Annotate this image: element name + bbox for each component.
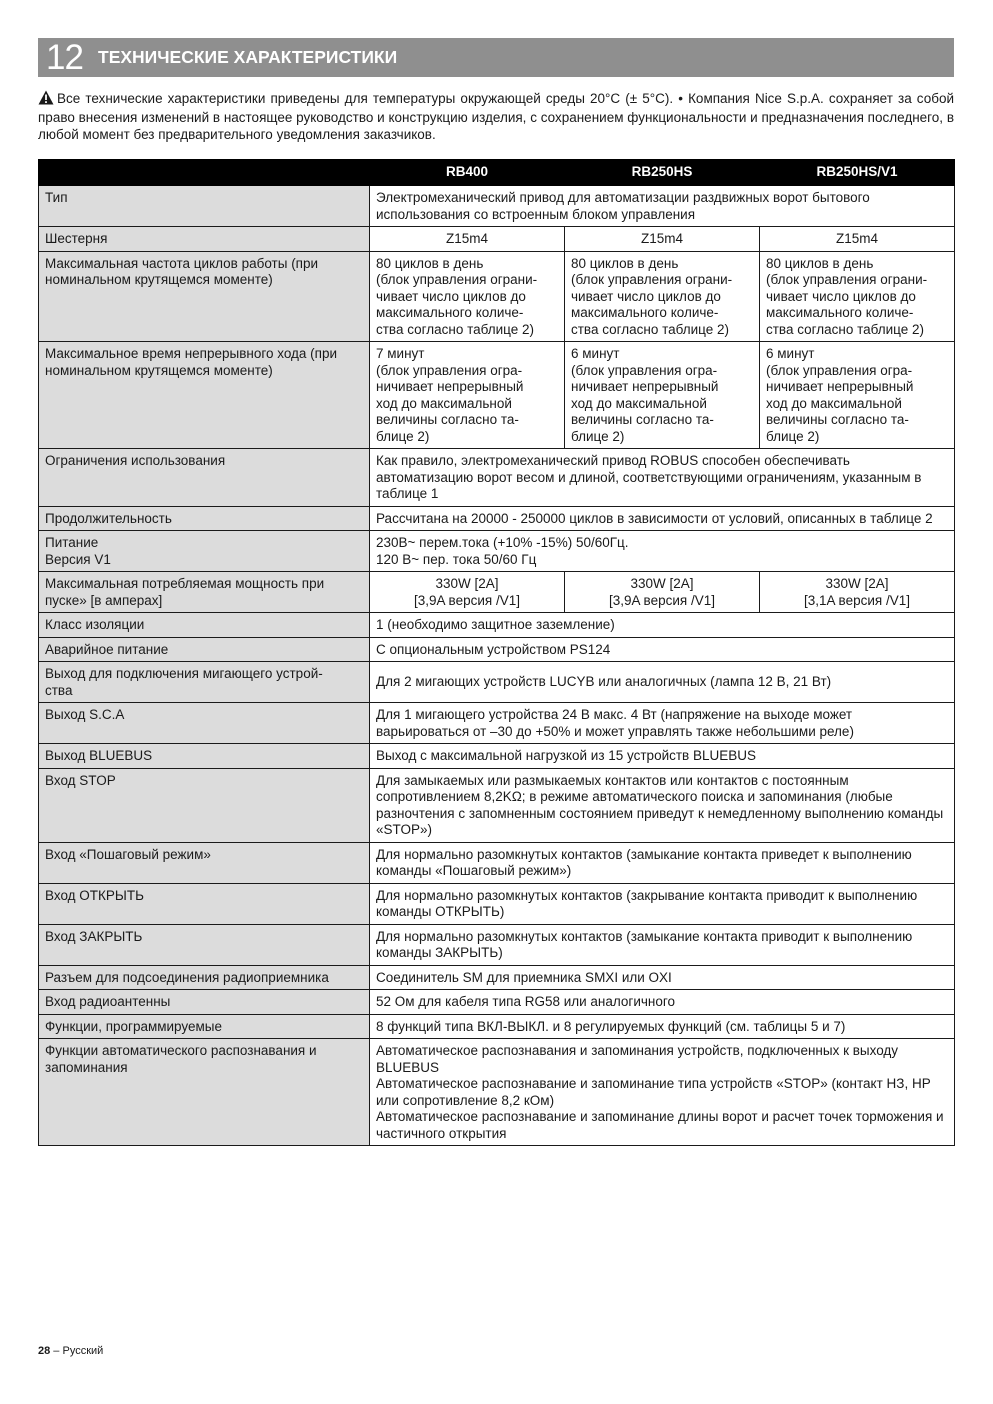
- spec-row-value: 330W [2A] [3,9A версия /V1]: [370, 572, 565, 613]
- spec-row-label: Вход ЗАКРЫТЬ: [39, 924, 370, 965]
- spec-row-value: 7 минут (блок управления огра- ничивает непрерывный ход до максимальной величины согласно та- блице 2): [370, 342, 565, 449]
- spec-row-value: С опциональным устройством PS124: [370, 637, 955, 662]
- spec-row-value: Для нормально разомкнутых контактов (замыкание контакта приведет к выполнению команды «Пошаговый режим»): [370, 842, 955, 883]
- spec-row-value: 80 циклов в день (блок управления ограни- чивает число циклов до максимального количе- ства согласно таблице 2): [760, 251, 955, 342]
- footer-language: Русский: [62, 1345, 104, 1357]
- spec-row-label: Вход STOP: [39, 768, 370, 842]
- spec-row-value: Для 1 мигающего устройства 24 В макс. 4 Вт (напряжение на выходе может варьироваться от –30 до +50% и может управлять также небольшими реле): [370, 703, 955, 744]
- spec-row: [39, 1014, 955, 1039]
- spec-row-label: Выход S.C.A: [39, 703, 370, 744]
- footer-separator: –: [50, 1345, 63, 1357]
- spec-row-value: Для замыкаемых или размыкаемых контактов или контактов с постоянным сопротивлением 8,2KΩ; в режиме автоматического поиска и запоминания (любые разночтения с запомненным состоянием приведут к немедленному выполнению команды «STOP»): [370, 768, 955, 842]
- spec-row-label: Шестерня: [39, 227, 370, 252]
- spec-row-value: 6 минут (блок управления огра- ничивает непрерывный ход до максимальной величины согласно та- блице 2): [760, 342, 955, 449]
- spec-row: [39, 924, 955, 965]
- spec-row-label: Выход BLUEBUS: [39, 744, 370, 769]
- spec-row-value: 1 (необходимо защитное заземление): [370, 613, 955, 638]
- spec-row-value: Автоматическое распознавания и запоминания устройств, подключенных к выходу BLUEBUS Автоматическое распознавание и запоминание типа устройств «STOP» (контакт НЗ, НР или сопротивление 8,2 кОм) Автоматическое распознавание и запоминание длины ворот и расчет точек торможения и частичного открытия: [370, 1039, 955, 1146]
- spec-row: [39, 990, 955, 1015]
- spec-row-value: Для нормально разомкнутых контактов (закрывание контакта приводит к выполнению команды ОТКРЫТЬ): [370, 883, 955, 924]
- spec-row-value: Как правило, электромеханический привод ROBUS способен обеспечивать автоматизацию ворот весом и длиной, соответствующими ограничениям, указанным в таблице 1: [370, 449, 955, 507]
- spec-row-label: Функции, программируемые: [39, 1014, 370, 1039]
- spec-table: [38, 159, 955, 1146]
- spec-row-label: Питание Версия V1: [39, 531, 370, 572]
- spec-row-value: 80 циклов в день (блок управления ограни- чивает число циклов до максимального количе- ства согласно таблице 2): [565, 251, 760, 342]
- spec-row-value: Z15m4: [760, 227, 955, 252]
- spec-row-label: Разъем для подсоединения радиоприемника: [39, 965, 370, 990]
- spec-row: [39, 842, 955, 883]
- spec-row: [39, 662, 955, 703]
- spec-row-label: Вход «Пошаговый режим»: [39, 842, 370, 883]
- spec-row: [39, 251, 955, 342]
- spec-row-label: Ограничения использования: [39, 449, 370, 507]
- spec-row-value: 230В~ перем.тока (+10% -15%) 50/60Гц. 120 В~ пер. тока 50/60 Гц: [370, 531, 955, 572]
- spec-row: [39, 227, 955, 252]
- spec-row-value: Z15m4: [565, 227, 760, 252]
- spec-row-value: 330W [2A] [3,1A версия /V1]: [760, 572, 955, 613]
- spec-row-value: 80 циклов в день (блок управления ограни- чивает число циклов до максимального количе- ства согласно таблице 2): [370, 251, 565, 342]
- disclaimer-text: Все технические характеристики приведены для температуры окружающей среды 20°C (± 5°C). • Компания Nice S.p.A. сохраняет за собой право внесения изменений в настоящее руководство и конструкцию изделия, с сохранением функциональности и предназначения последнего, в любой момент без предварительного уведомления заказчиков.: [38, 91, 954, 142]
- warning-icon: [38, 90, 54, 109]
- spec-row: [39, 342, 955, 449]
- spec-row-value: Для нормально разомкнутых контактов (замыкание контакта приводит к выполнению команды ЗАКРЫТЬ): [370, 924, 955, 965]
- spec-row-value: Электромеханический привод для автоматизации раздвижных ворот бытового использования со встроенным блоком управления: [370, 186, 955, 227]
- spec-row-label: Максимальное время непрерывного хода (при номинальном крутящемся моменте): [39, 342, 370, 449]
- section-header: [38, 38, 954, 77]
- spec-row-label: Максимальная частота циклов работы (при номинальном крутящемся моменте): [39, 251, 370, 342]
- column-header-rb250hs-v1: RB250HS/V1: [760, 160, 955, 186]
- spec-row: [39, 965, 955, 990]
- spec-row-label: Тип: [39, 186, 370, 227]
- spec-row: [39, 1039, 955, 1146]
- spec-row: [39, 883, 955, 924]
- page-footer: [38, 1345, 103, 1357]
- header-blank: [39, 160, 370, 186]
- spec-row-value: Выход с максимальной нагрузкой из 15 устройств BLUEBUS: [370, 744, 955, 769]
- spec-row-value: 6 минут (блок управления огра- ничивает непрерывный ход до максимальной величины согласно та- блице 2): [565, 342, 760, 449]
- spec-row-value: Для 2 мигающих устройств LUCYB или аналогичных (лампа 12 В, 21 Вт): [370, 662, 955, 703]
- spec-row-value: Соединитель SM для приемника SMXI или OXI: [370, 965, 955, 990]
- spec-row: [39, 531, 955, 572]
- column-header-rb400: RB400: [370, 160, 565, 186]
- spec-row: [39, 613, 955, 638]
- section-number: 12: [46, 38, 83, 77]
- spec-row-value: Z15m4: [370, 227, 565, 252]
- spec-row-value: 330W [2A] [3,9A версия /V1]: [565, 572, 760, 613]
- spec-row: [39, 572, 955, 613]
- spec-row: [39, 768, 955, 842]
- spec-row-value: Рассчитана на 20000 - 250000 циклов в зависимости от условий, описанных в таблице 2: [370, 506, 955, 531]
- spec-table-header: [39, 160, 955, 186]
- column-header-rb250hs: RB250HS: [565, 160, 760, 186]
- spec-row-label: Класс изоляции: [39, 613, 370, 638]
- spec-row-label: Вход радиоантенны: [39, 990, 370, 1015]
- spec-row-label: Выход для подключения мигающего устрой- ства: [39, 662, 370, 703]
- spec-row: [39, 186, 955, 227]
- spec-row-label: Функции автоматического распознавания и запоминания: [39, 1039, 370, 1146]
- spec-row: [39, 637, 955, 662]
- section-title: ТЕХНИЧЕСКИЕ ХАРАКТЕРИСТИКИ: [98, 47, 398, 67]
- spec-row-label: Продолжительность: [39, 506, 370, 531]
- disclaimer-note: [38, 90, 954, 143]
- spec-row: [39, 703, 955, 744]
- page-number: 28: [38, 1345, 51, 1357]
- spec-row: [39, 449, 955, 507]
- spec-row-value: 52 Ом для кабеля типа RG58 или аналогичного: [370, 990, 955, 1015]
- spec-row-label: Аварийное питание: [39, 637, 370, 662]
- spec-row-value: 8 функций типа ВКЛ-ВЫКЛ. и 8 регулируемых функций (см. таблицы 5 и 7): [370, 1014, 955, 1039]
- spec-row-label: Вход ОТКРЫТЬ: [39, 883, 370, 924]
- spec-row: [39, 744, 955, 769]
- spec-row: [39, 506, 955, 531]
- spec-row-label: Максимальная потребляемая мощность при пуске» [в амперах]: [39, 572, 370, 613]
